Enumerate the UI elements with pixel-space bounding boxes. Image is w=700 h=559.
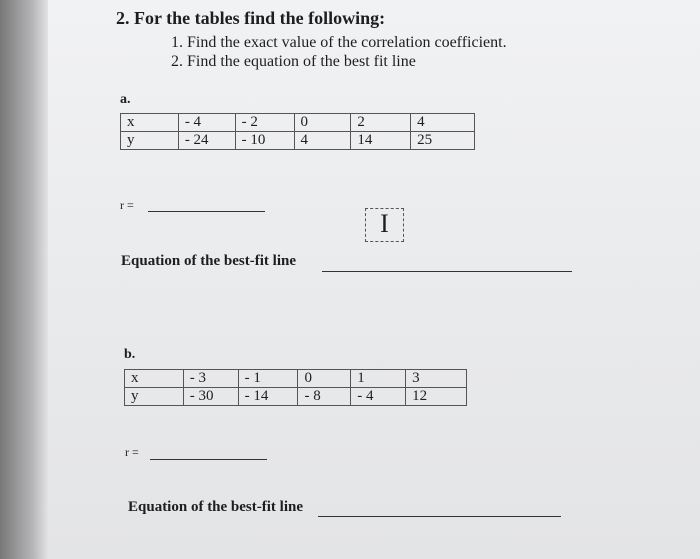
part-a-r-label: r = (120, 198, 134, 212)
table-cell: 4 (411, 114, 475, 132)
part-a-equation-answer-line[interactable] (322, 271, 572, 272)
part-b-label: b. (124, 347, 136, 362)
table-row (121, 132, 475, 150)
table-cell: 1 (351, 370, 406, 388)
table-row (125, 370, 467, 388)
question-title: 2. For the tables find the following: (116, 8, 386, 28)
table-row (121, 114, 475, 132)
part-b-r-answer-line[interactable] (150, 459, 267, 460)
part-a-r-answer-line[interactable] (148, 211, 265, 212)
table-cell: y (125, 388, 184, 406)
part-a-table (120, 113, 475, 150)
table-cell: - 4 (178, 114, 235, 132)
table-cell: 25 (411, 132, 475, 150)
table-cell: - 30 (183, 388, 238, 406)
table-cell: 4 (294, 132, 351, 150)
part-b-table (124, 369, 467, 406)
table-cell: - 8 (298, 388, 351, 406)
table-cell: - 14 (238, 388, 298, 406)
table-row (125, 388, 467, 406)
part-a-equation-label: Equation of the best-fit line (121, 253, 297, 269)
table-cell: 0 (298, 370, 351, 388)
table-cell: y (121, 132, 179, 150)
table-cell: x (125, 370, 184, 388)
instruction-1: 1. Find the exact value of the correlation coefficient. (171, 34, 507, 51)
table-cell: - 1 (238, 370, 298, 388)
instruction-2: 2. Find the equation of the best fit line (171, 53, 416, 70)
part-b-equation-label: Equation of the best-fit line (128, 499, 304, 515)
part-b-equation-answer-line[interactable] (318, 516, 561, 517)
text-cursor-icon: I (365, 208, 404, 242)
table-cell: 2 (351, 114, 411, 132)
table-cell: 14 (351, 132, 411, 150)
part-b-r-label: r = (125, 445, 139, 459)
table-cell: x (121, 114, 179, 132)
table-cell: 0 (294, 114, 351, 132)
table-cell: - 4 (351, 388, 406, 406)
table-cell: - 10 (235, 132, 294, 150)
table-cell: - 3 (183, 370, 238, 388)
table-cell: - 24 (178, 132, 235, 150)
page-shadow-edge (0, 0, 48, 559)
table-cell: - 2 (235, 114, 294, 132)
table-cell: 3 (406, 370, 467, 388)
table-cell: 12 (406, 388, 467, 406)
part-a-label: a. (120, 92, 131, 107)
